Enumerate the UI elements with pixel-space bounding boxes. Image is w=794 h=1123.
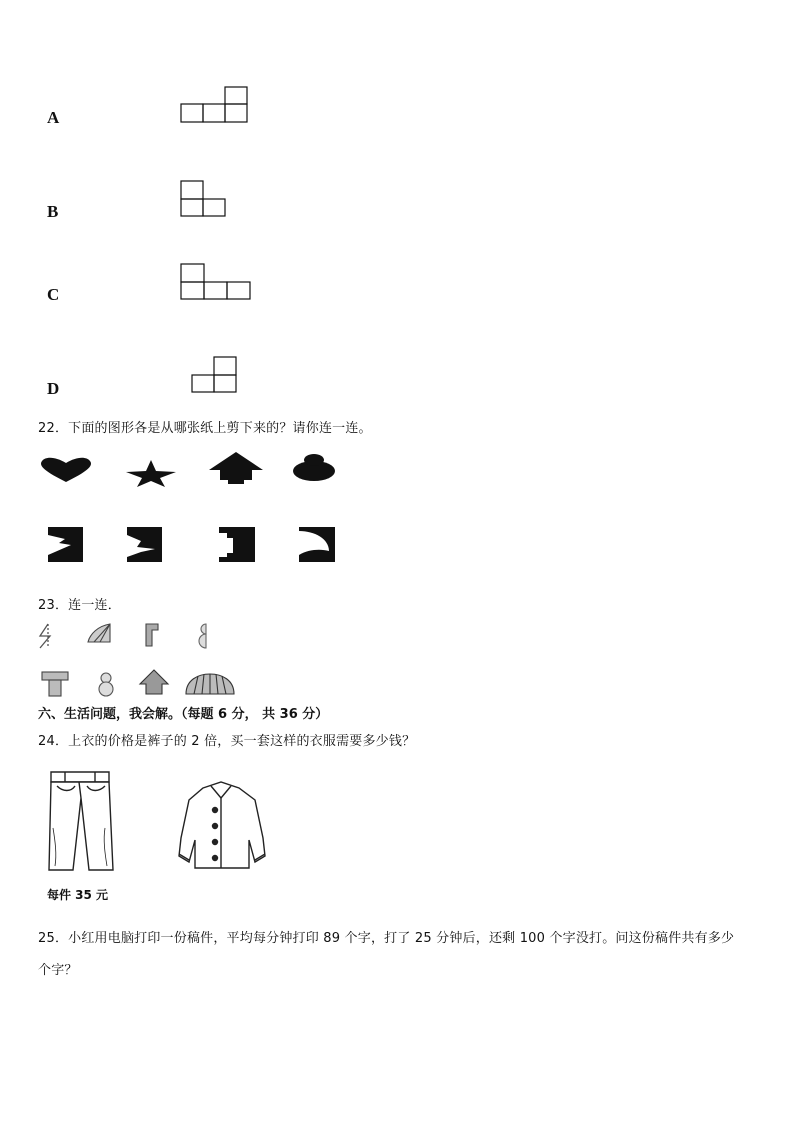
option-c-label: C <box>47 285 60 304</box>
cut-shapes-row <box>38 452 338 488</box>
heart-shape <box>41 458 91 482</box>
half-figures-row <box>36 620 216 652</box>
shirt-illustration <box>175 778 269 872</box>
whole-mushroom-figure <box>42 672 68 696</box>
half-lightning-figure <box>40 624 50 648</box>
whole-figures-row <box>36 668 246 700</box>
half-mushroom-figure <box>146 624 158 646</box>
option-a-figure <box>180 86 250 124</box>
whole-tree-figure <box>140 670 168 694</box>
paper-sheets-row <box>45 525 345 565</box>
half-snowman-figure <box>199 624 206 648</box>
whole-snowman-figure <box>99 673 113 696</box>
pants-illustration <box>45 768 117 880</box>
question-23-text: 23．连一连． <box>38 598 121 613</box>
arrow-shape <box>209 452 263 484</box>
paper-sheet-4 <box>299 527 335 562</box>
pants-price-label: 每件 35 元 <box>47 888 109 902</box>
paper-sheet-1 <box>48 527 83 562</box>
paper-sheet-2 <box>127 527 162 562</box>
option-a-label: A <box>47 108 60 127</box>
option-c-figure <box>180 263 252 301</box>
question-24-text: 24．上衣的价格是裤子的 2 倍，买一套这样的衣服需要多少钱？ <box>38 734 416 749</box>
whole-umbrella-figure <box>186 674 234 694</box>
half-umbrella-figure <box>88 624 110 642</box>
question-25-line-1: 25．小红用电脑打印一份稿件，平均每分钟打印 89 个字，打了 25 分钟后，还剩 100 个字没打。问这份稿件共有多少 <box>38 931 735 946</box>
question-25-line-2: 个字？ <box>38 963 78 978</box>
star-shape <box>126 460 176 487</box>
paper-sheet-3 <box>219 527 255 562</box>
option-b-label: B <box>47 202 59 221</box>
section-6-title: 六、生活问题，我会解。（每题 6 分， 共 36 分） <box>38 707 329 722</box>
option-b-figure <box>180 180 228 218</box>
option-d-label: D <box>47 379 60 398</box>
option-d-figure <box>191 356 239 394</box>
question-22-text: 22．下面的图形各是从哪张纸上剪下来的？请你连一连。 <box>38 421 372 436</box>
